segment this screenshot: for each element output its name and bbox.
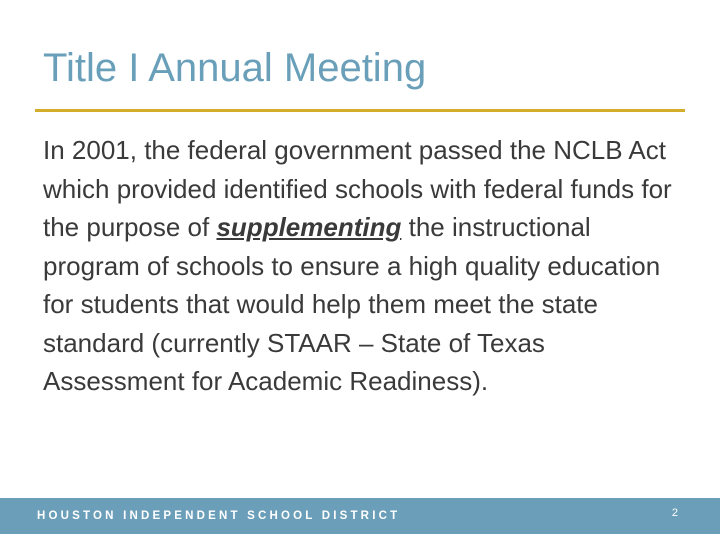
body-text-rest: the instructional program of schools to ensure a high quality education for students that would help them meet the state standard (currently STAAR – State of Texas Assessment for Academic Readiness). (43, 212, 661, 396)
page-number: 2 (671, 507, 678, 519)
body-text-intro: In 2001, the federal government passed the NCLB Act which provided identified schools with federal funds for the purpose of (43, 135, 672, 242)
body-text-emphasis: supplementing (216, 212, 402, 242)
title-divider (35, 109, 685, 112)
slide-title: Title I Annual Meeting (43, 46, 427, 90)
footer-bar (0, 498, 720, 534)
footer-organization: HOUSTON INDEPENDENT SCHOOL DISTRICT (37, 510, 401, 522)
slide-body (43, 131, 683, 401)
